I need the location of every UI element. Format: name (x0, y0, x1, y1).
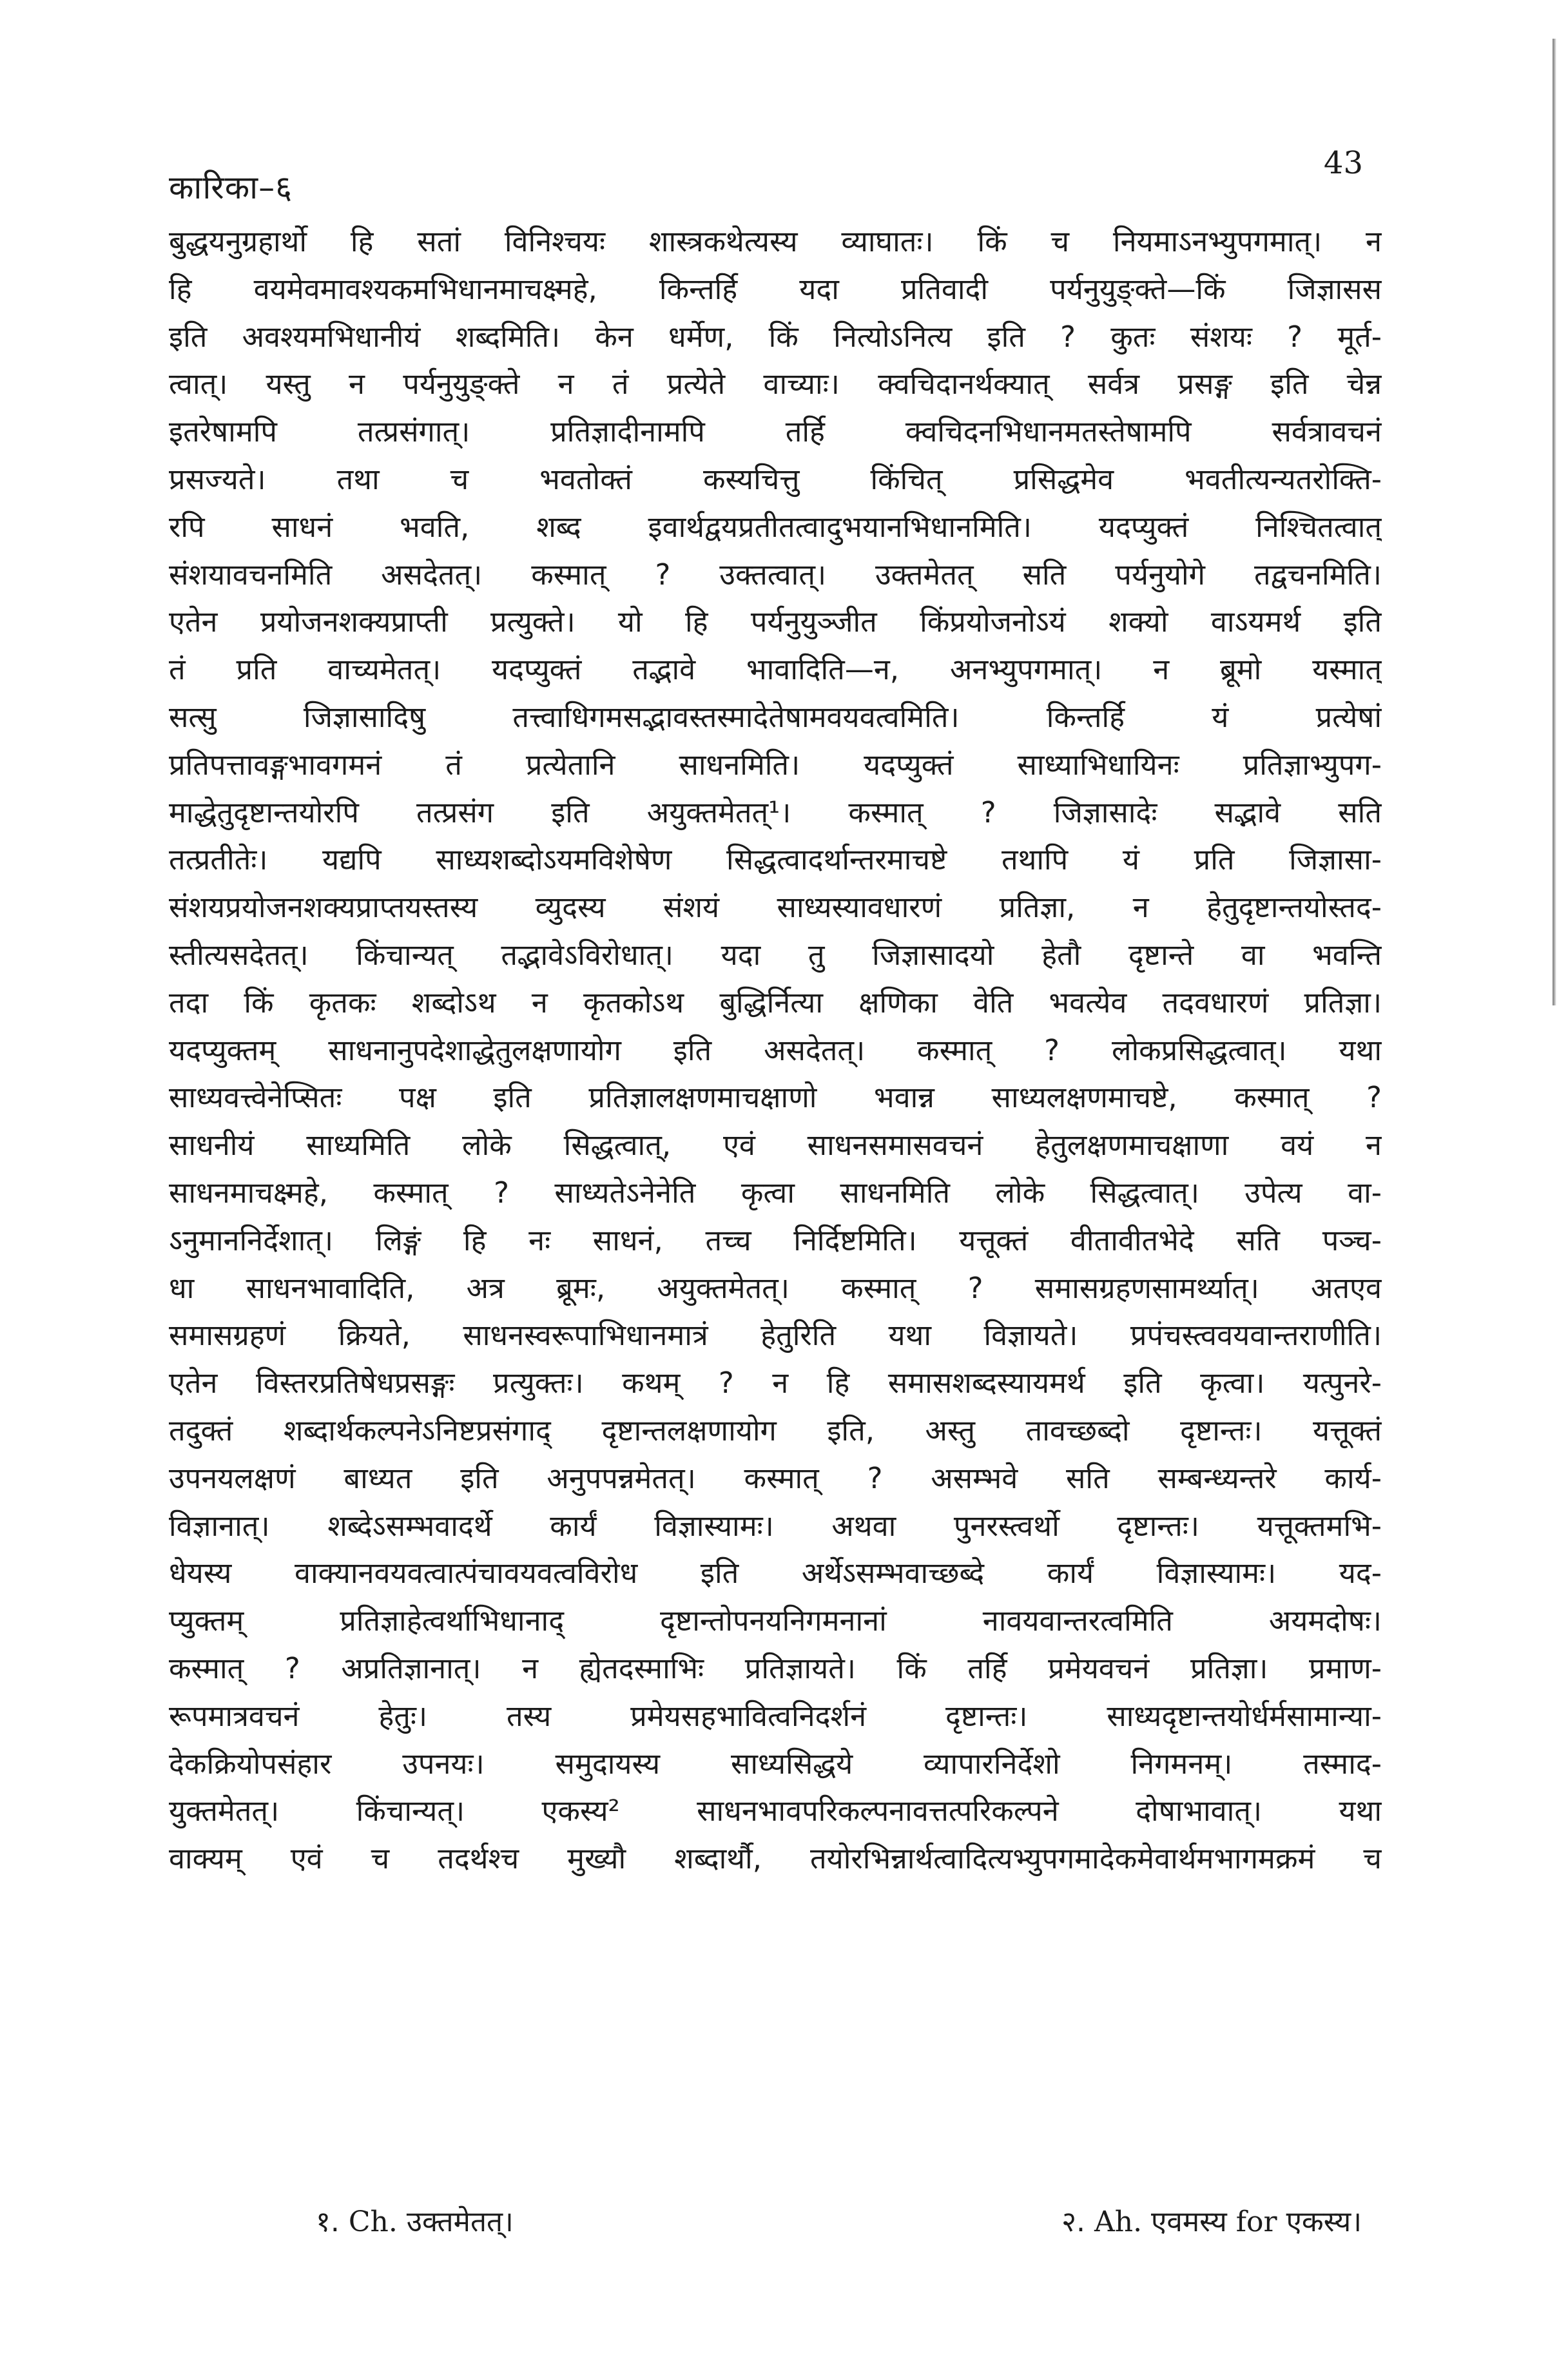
text-line: उपनयलक्षणं बाध्यत इति अनुपपन्नमेतत्। कस्मात् ? असम्भवे सति सम्बन्ध्यन्तरे कार्य- (169, 1460, 1382, 1495)
page-header (0, 145, 1568, 206)
footnote-number: २. (1061, 2205, 1085, 2238)
text-line: संशयावचनमिति असदेतत्। कस्मात् ? उक्तत्वात्। उक्तमेतत् सति पर्यनुयोगे तद्वचनमिति। (169, 557, 1382, 592)
text-line: सत्सु जिज्ञासादिषु तत्त्वाधिगमसद्भावस्तस्मादेतेषामवयवत्वमिति। किन्तर्हि यं प्रत्येषां (169, 699, 1382, 734)
page-number: 43 (1323, 145, 1363, 181)
footnote-text: Ch. उक्तमेतत्। (348, 2205, 514, 2238)
text-line: हि वयमेवमावश्यकमभिधानमाचक्ष्महे, किन्तर्हि यदा प्रतिवादी पर्यनुयुङ्क्ते—किं जिज्ञासस (169, 271, 1382, 306)
text-line: रूपमात्रवचनं हेतुः। तस्य प्रमेयसहभावित्वनिदर्शनं दृष्टान्तः। साध्यदृष्टान्तयोर्धर्मसामान्या- (169, 1698, 1382, 1733)
text-line: विज्ञानात्। शब्देऽसम्भवादर्थे कार्यं विज्ञास्यामः। अथवा पुनरस्त्वर्थो दृष्टान्तः। यत्तूक्तमभि- (169, 1508, 1382, 1543)
footnote-number: १. (316, 2205, 340, 2238)
text-line: बुद्धयनुग्रहार्थो हि सतां विनिश्चयः शास्त्रकथेत्यस्य व्याघातः। किं च नियमाऽनभ्युपगमात्। न (169, 224, 1382, 258)
footnote-1 (316, 2201, 514, 2240)
text-line: इति अवश्यमभिधानीयं शब्दमिति। केन धर्मेण, किं नित्योऽनित्य इति ? कुतः संशयः ? मूर्त- (169, 319, 1382, 354)
text-line: स्तीत्यसदेतत्। किंचान्यत् तद्भावेऽविरोधात्। यदा तु जिज्ञासादयो हेतौ दृष्टान्ते वा भवन्ति (169, 937, 1382, 972)
text-line: साधनमाचक्ष्महे, कस्मात् ? साध्यतेऽनेनेति कृत्वा साधनमिति लोके सिद्धत्वात्। उपेत्य वा- (169, 1175, 1382, 1210)
text-line: युक्तमेतत्। किंचान्यत्। एकस्य² साधनभावपरिकल्पनावत्तत्परिकल्पने दोषाभावात्। यथा (169, 1794, 1382, 1828)
body-text (169, 218, 1382, 1883)
text-line: माद्धेतुदृष्टान्तयोरपि तत्प्रसंग इति अयुक्तमेतत्¹। कस्मात् ? जिज्ञासादेः सद्भावे सति (169, 795, 1382, 829)
text-line: देकक्रियोपसंहार उपनयः। समुदायस्य साध्यसिद्धये व्यापारनिर्देशो निगमनम्। तस्माद- (169, 1746, 1382, 1781)
footnote-2 (1061, 2201, 1362, 2240)
text-line: रपि साधनं भवति, शब्द इवार्थद्वयप्रतीतत्वादुभयानभिधानमिति। यदप्युक्तं निश्चितत्वात् (169, 509, 1382, 544)
text-line: धा साधनभावादिति, अत्र ब्रूमः, अयुक्तमेतत्। कस्मात् ? समासग्रहणसामर्थ्यात्। अतएव (169, 1270, 1382, 1305)
section-heading: कारिका–६ (169, 169, 293, 206)
text-line: एतेन प्रयोजनशक्यप्राप्ती प्रत्युक्ते। यो हि पर्यनुयुञ्जीत किंप्रयोजनोऽयं शक्यो वाऽयमर्थ इति (169, 605, 1382, 639)
text-line: प्रतिपत्तावङ्गभावगमनं तं प्रत्येतानि साधनमिति। यदप्युक्तं साध्याभिधायिनः प्रतिज्ञाभ्युपग- (169, 747, 1382, 782)
text-line: वाक्यम् एवं च तदर्थश्च मुख्यौ शब्दार्थौ, तयोरभिन्नार्थत्वादित्यभ्युपगमादेकमेवार्थमभागमक्रमं च (169, 1841, 1382, 1876)
text-line: साध्यवत्त्वेनेप्सितः पक्ष इति प्रतिज्ञालक्षणमाचक्षाणो भवान्न साध्यलक्षणमाचष्टे, कस्मात् ? (169, 1080, 1382, 1115)
text-line: संशयप्रयोजनशक्यप्राप्तयस्तस्य व्युदस्य संशयं साध्यस्यावधारणं प्रतिज्ञा, न हेतुदृष्टान्तयोस्तद- (169, 890, 1382, 925)
text-line: तदा किं कृतकः शब्दोऽथ न कृतकोऽथ बुद्धिर्नित्या क्षणिका वेति भवत्येव तदवधारणं प्रतिज्ञा। (169, 985, 1382, 1020)
text-line: धेयस्य वाक्यानवयवत्वात्पंचावयवत्वविरोध इति अर्थेऽसम्भवाच्छब्दे कार्यं विज्ञास्यामः। यद- (169, 1556, 1382, 1591)
text-line: समासग्रहणं क्रियते, साधनस्वरूपाभिधानमात्रं हेतुरिति यथा विज्ञायते। प्रपंचस्त्ववयवान्तराणीति। (169, 1318, 1382, 1353)
text-line: प्युक्तम् प्रतिज्ञाहेत्वर्थाभिधानाद् दृष्टान्तोपनयनिगमनानां नावयवान्तरत्वमिति अयमदोषः। (169, 1604, 1382, 1638)
text-line: ऽनुमाननिर्देशात्। लिङ्गं हि नः साधनं, तच्च निर्दिष्टमिति। यत्तूक्तं वीतावीतभेदे सति पञ्च- (169, 1223, 1382, 1257)
text-line: इतरेषामपि तत्प्रसंगात्। प्रतिज्ञादीनामपि तर्हि क्वचिदनभिधानमतस्तेषामपि सर्वत्रावचनं (169, 414, 1382, 449)
text-line: तदुक्तं शब्दार्थकल्पनेऽनिष्टप्रसंगाद् दृष्टान्तलक्षणायोग इति, अस्तु तावच्छब्दो दृष्टान्तः। यत्तूक्तं (169, 1413, 1382, 1448)
text-line: तं प्रति वाच्यमेतत्। यदप्युक्तं तद्भावे भावादिति—न, अनभ्युपगमात्। न ब्रूमो यस्मात् (169, 652, 1382, 687)
text-line: त्वात्। यस्तु न पर्यनुयुङ्क्ते न तं प्रत्येते वाच्याः। क्वचिदानर्थक्यात् सर्वत्र प्रसङ्ग इति चेन्न (169, 367, 1382, 402)
footnotes (0, 2201, 1568, 2253)
text-line: कस्मात् ? अप्रतिज्ञानात्। न ह्येतदस्माभिः प्रतिज्ञायते। किं तर्हि प्रमेयवचनं प्रतिज्ञा। प्रमाण- (169, 1651, 1382, 1685)
text-line: प्रसज्यते। तथा च भवतोक्तं कस्यचित्तु किंचित् प्रसिद्धमेव भवतीत्यन्यतरोक्ति- (169, 461, 1382, 496)
text-line: साधनीयं साध्यमिति लोके सिद्धत्वात्, एवं साधनसमासवचनं हेतुलक्षणमाचक्षाणा वयं न (169, 1128, 1382, 1163)
text-line: यदप्युक्तम् साधनानुपदेशाद्धेतुलक्षणायोग इति असदेतत्। कस्मात् ? लोकप्रसिद्धत्वात्। यथा (169, 1032, 1382, 1067)
text-line: एतेन विस्तरप्रतिषेधप्रसङ्गः प्रत्युक्तः। कथम् ? न हि समासशब्दस्यायमर्थ इति कृत्वा। यत्पुनरे- (169, 1366, 1382, 1400)
footnote-text: Ah. एवमस्य for एकस्य। (1094, 2205, 1362, 2238)
text-line: तत्प्रतीतेः। यद्यपि साध्यशब्दोऽयमविशेषेण सिद्धत्वादर्थान्तरमाचष्टे तथापि यं प्रति जिज्ञासा- (169, 842, 1382, 877)
